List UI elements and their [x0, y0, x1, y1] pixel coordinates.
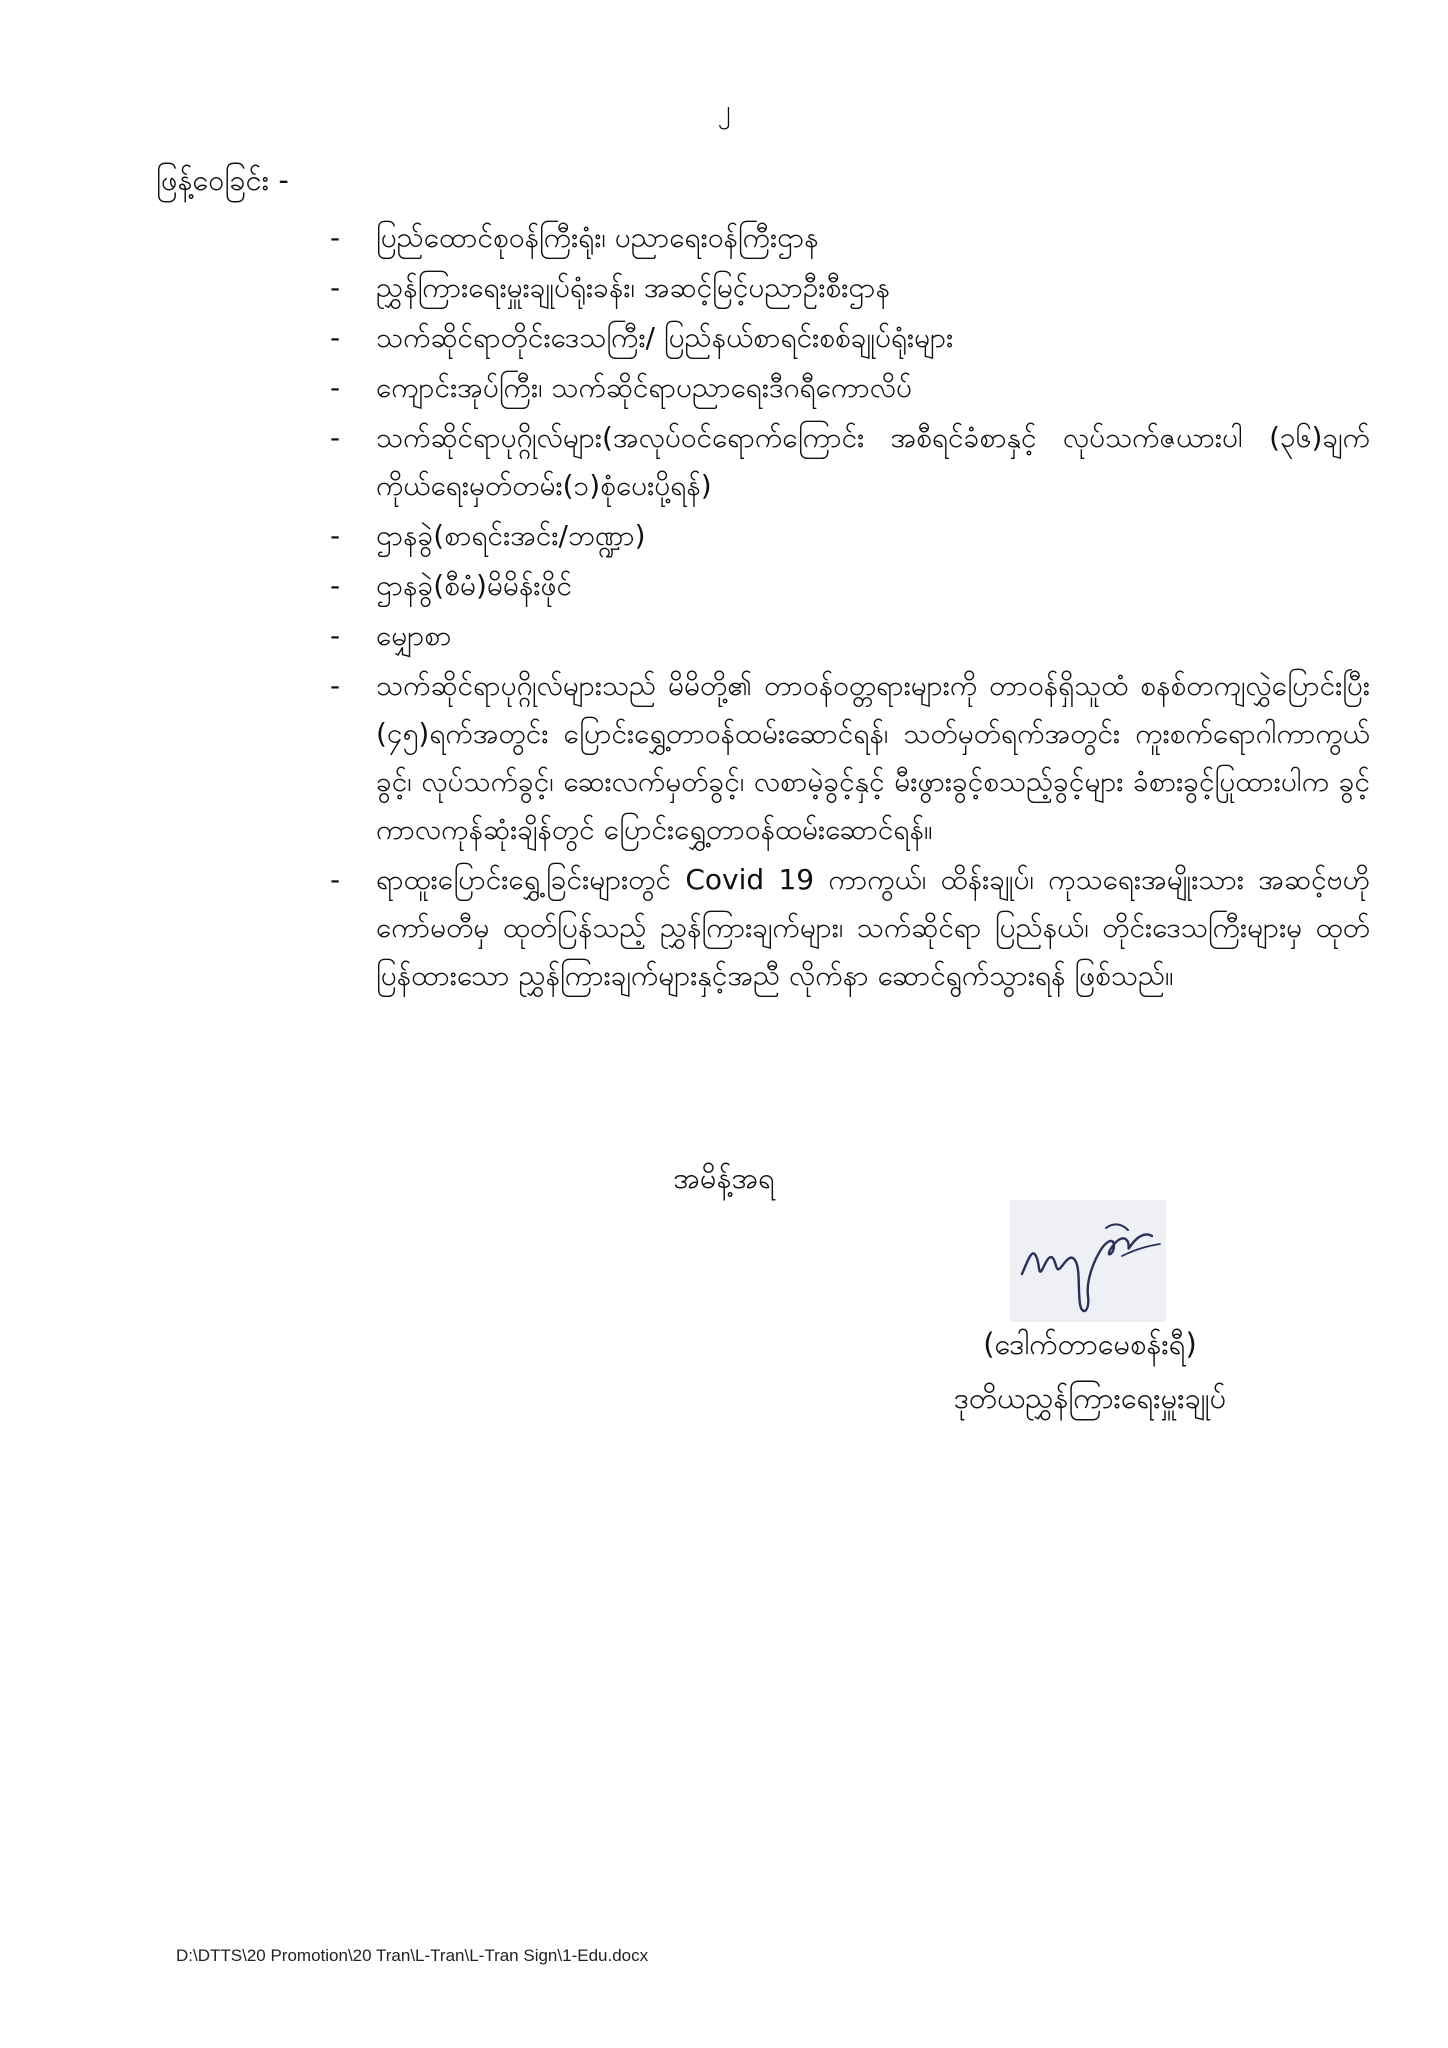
- footer-file-path: D:\DTTS\20 Promotion\20 Tran\L-Tran\L-Tran Sign\1-Edu.docx: [176, 1946, 649, 1965]
- item-dash: -: [330, 421, 341, 454]
- item-dash: -: [330, 619, 341, 652]
- distribution-item: [330, 264, 1370, 312]
- item-text: ကျောင်းအုပ်ကြီး၊ သက်ဆိုင်ရာပညာရေးဒီဂရီကောလိပ်: [376, 371, 913, 404]
- signature-icon: [1010, 1200, 1166, 1322]
- distribution-item: [330, 662, 1370, 854]
- item-dash: -: [330, 271, 341, 304]
- closing-salutation: အမိန့်အရ: [673, 1161, 775, 1195]
- item-text: ဌာနခွဲ(စာရင်းအင်း/ဘဏ္ဍာ): [376, 519, 646, 552]
- signature-image: [1010, 1200, 1166, 1322]
- distribution-item: [330, 856, 1370, 1000]
- item-dash: -: [330, 863, 341, 896]
- item-dash: -: [330, 569, 341, 602]
- distribution-item: [330, 314, 1370, 362]
- item-text: ညွှန်ကြားရေးမှူးချုပ်ရုံးခန်း၊ အဆင့်မြင့်ပညာဦးစီးဌာန: [376, 271, 890, 304]
- distribution-heading: ဖြန့်ဝေခြင်း -: [156, 163, 289, 197]
- item-text: ပြည်ထောင်စုဝန်ကြီးရုံး၊ ပညာရေးဝန်ကြီးဌာန: [376, 221, 819, 254]
- item-dash: -: [330, 371, 341, 404]
- item-dash: -: [330, 221, 341, 254]
- item-dash: -: [330, 669, 341, 702]
- item-text: သက်ဆိုင်ရာတိုင်းဒေသကြီး/ ပြည်နယ်စာရင်းစစ်ချုပ်ရုံးများ: [376, 321, 954, 354]
- signatory-title: ဒုတိယညွှန်ကြားရေးမှူးချုပ်: [953, 1381, 1227, 1415]
- distribution-item: [330, 512, 1370, 560]
- distribution-item: [330, 364, 1370, 412]
- item-text: ဌာနခွဲ(စီမံ)မိမိန်းဖိုင်: [376, 569, 572, 602]
- signatory-name: (ဒေါက်တာမေစန်းရီ): [983, 1327, 1197, 1361]
- distribution-list: [330, 214, 1370, 1002]
- distribution-item: [330, 414, 1370, 510]
- item-text: သက်ဆိုင်ရာပုဂ္ဂိုလ်များသည် မိမိတို့၏ တာဝန်ဝတ္တရားများကို တာဝန်ရှိသူထံ စနစ်တကျလွှဲပြောင်းပြီး (၄၅)ရက်အတွင်း ပြောင်းရွှေ့တာဝန်ထမ်းဆောင်ရန်၊ သတ်မှတ်ရက်အတွင်း ကူးစက်ရောဂါကာကွယ်ခွင့်၊ လုပ်သက်ခွင့်၊ ဆေးလက်မှတ်ခွင့်၊ လစာမဲ့ခွင့်နှင့် မီးဖွားခွင့်စသည့်ခွင့်များ ခံစားခွင့်ပြုထားပါက ခွင့်ကာလကုန်ဆုံးချိန်တွင် ပြောင်းရွှေ့တာဝန်ထမ်းဆောင်ရန်။: [376, 669, 1370, 846]
- item-dash: -: [330, 321, 341, 354]
- distribution-item: [330, 612, 1370, 660]
- item-text: မျှောစာ: [376, 619, 452, 652]
- item-text: သက်ဆိုင်ရာပုဂ္ဂိုလ်များ(အလုပ်ဝင်ရောက်ကြောင်း အစီရင်ခံစာနှင့် လုပ်သက်ဇယားပါ (၃၆)ချက်ကိုယ်ရေးမှတ်တမ်း(၁)စုံပေးပို့ရန်): [376, 421, 1370, 502]
- item-text: ရာထူးပြောင်းရွှေ့ခြင်းများတွင် Covid 19 ကာကွယ်၊ ထိန်းချုပ်၊ ကုသရေးအမျိုးသား အဆင့်ဗဟိုကော်မတီမှ ထုတ်ပြန်သည့် ညွှန်ကြားချက်များ၊ သက်ဆိုင်ရာ ပြည်နယ်၊ တိုင်းဒေသကြီးများမှ ထုတ်ပြန်ထားသော ညွှန်ကြားချက်များနှင့်အညီ လိုက်နာ ဆောင်ရွက်သွားရန် ဖြစ်သည်။: [376, 863, 1370, 992]
- distribution-item: [330, 214, 1370, 262]
- distribution-item: [330, 562, 1370, 610]
- page-number: ၂: [717, 95, 731, 125]
- item-dash: -: [330, 519, 341, 552]
